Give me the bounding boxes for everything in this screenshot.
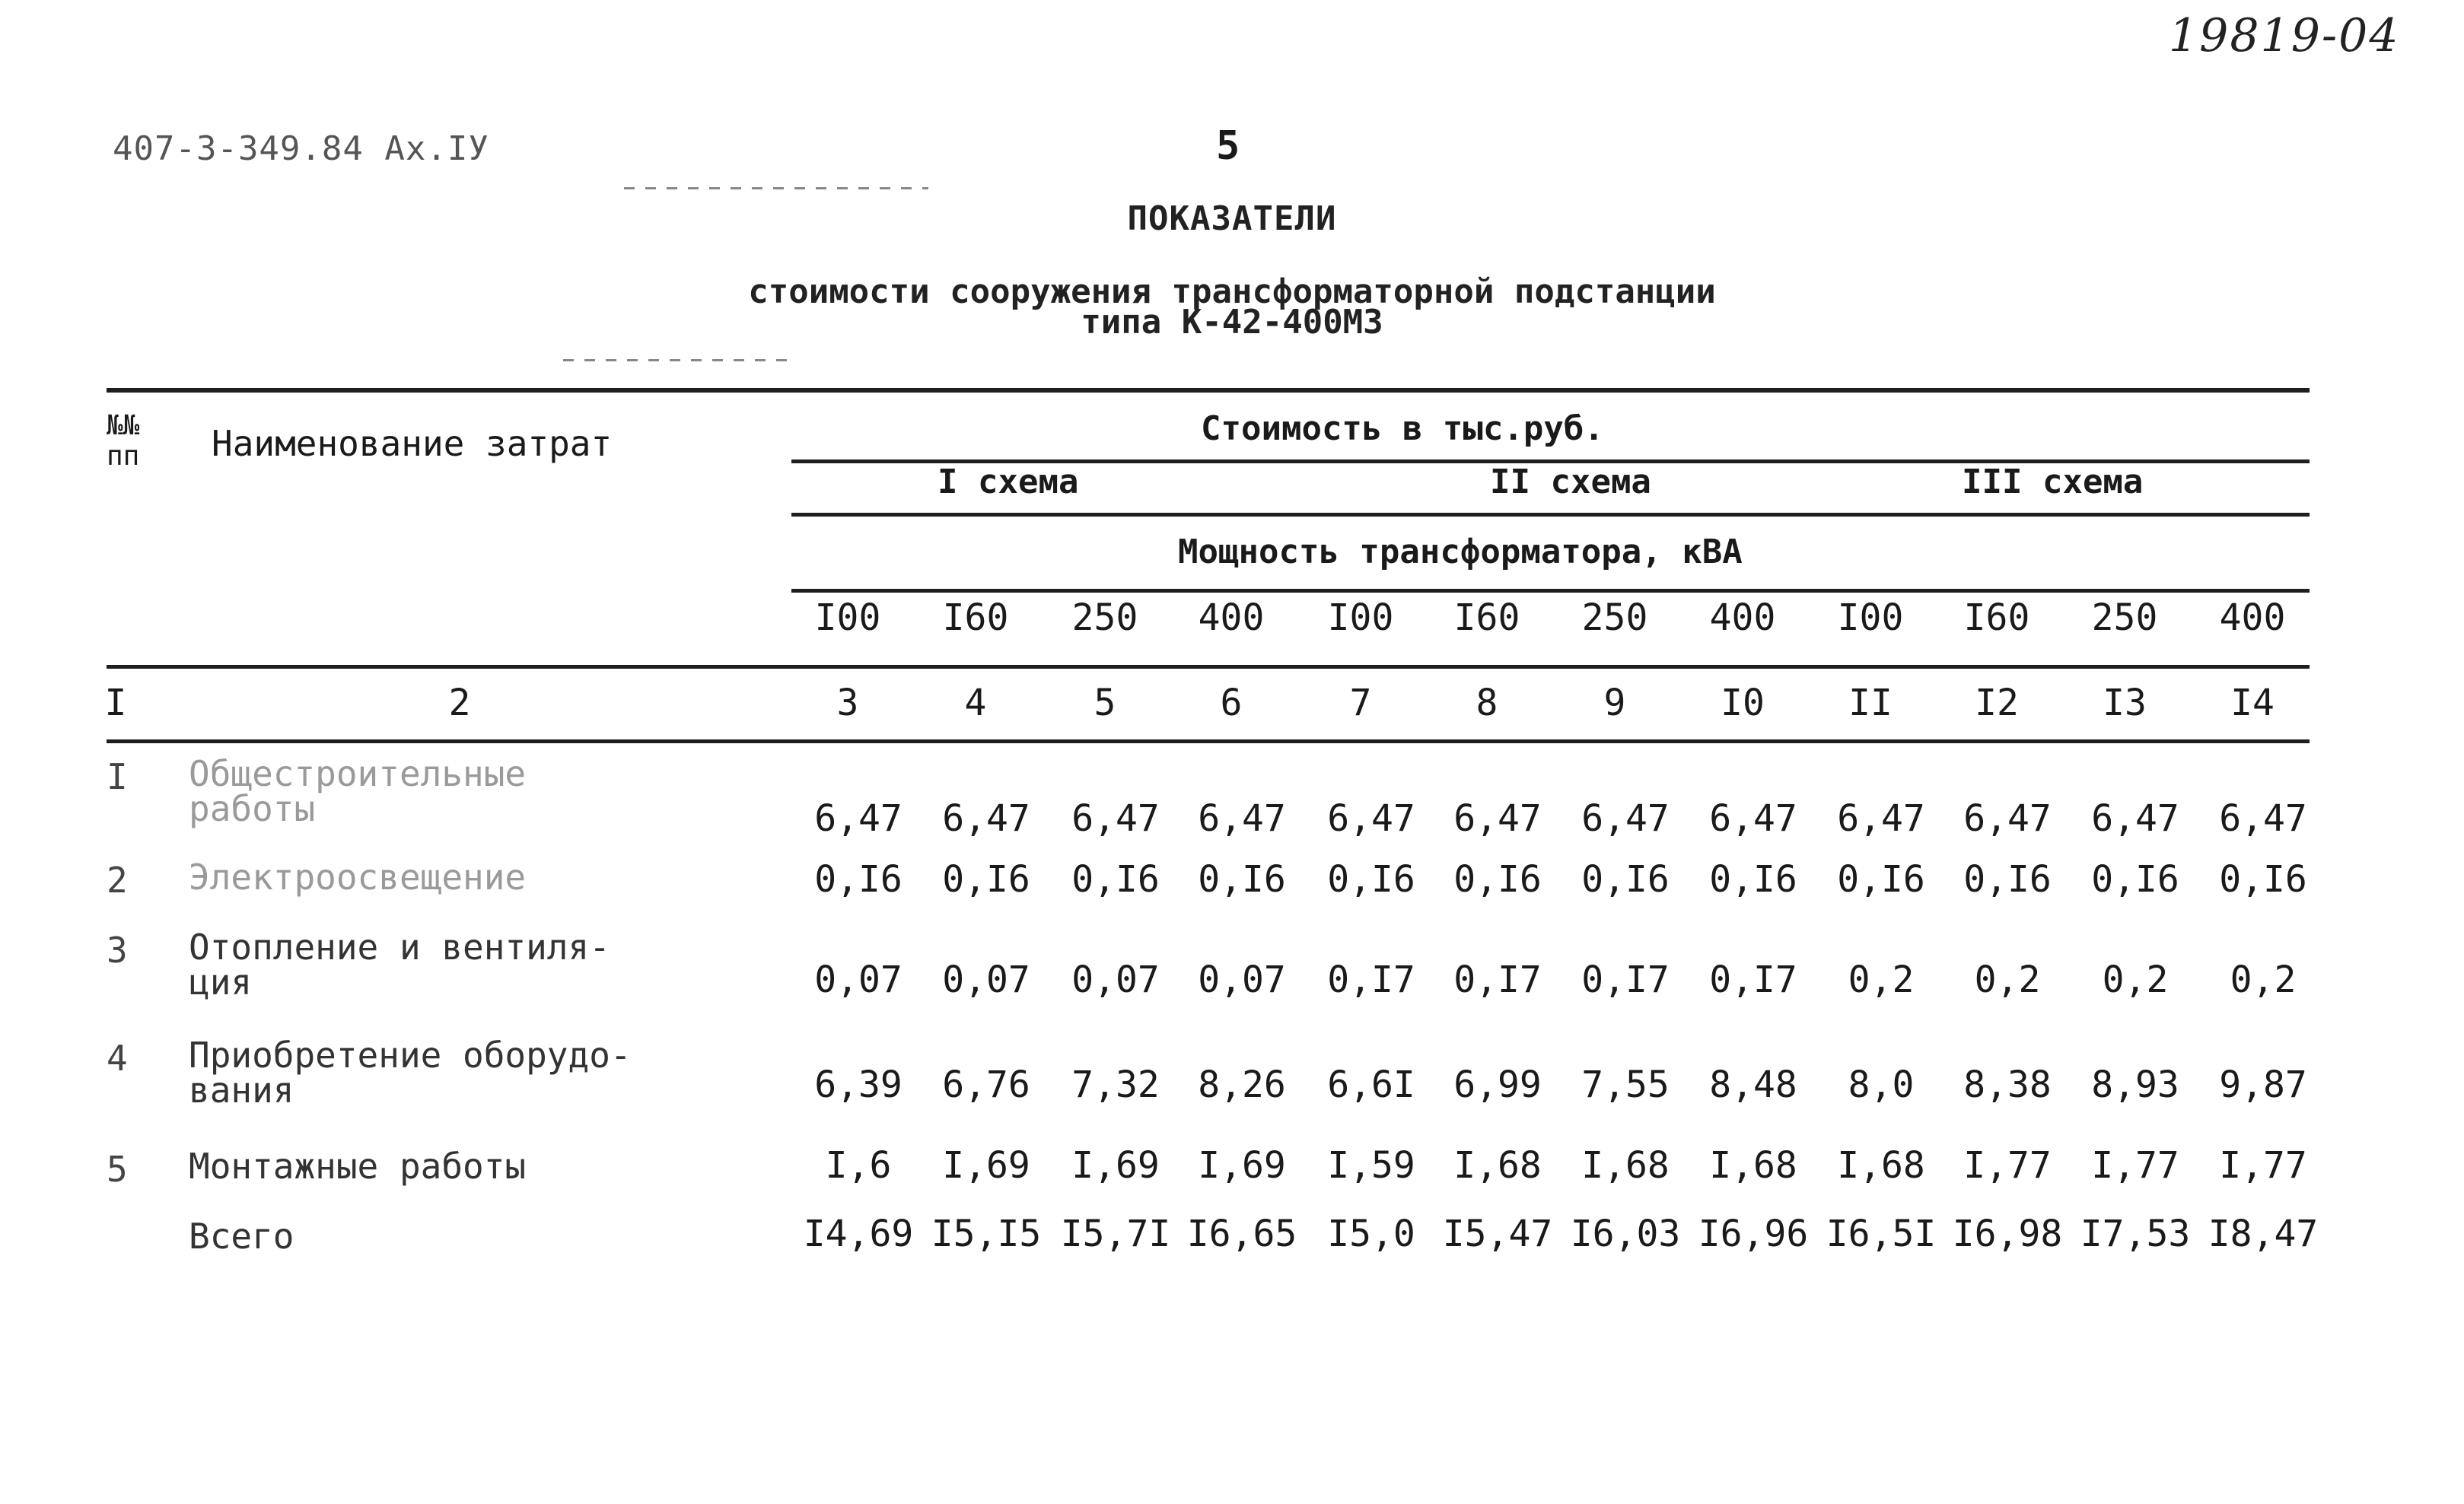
col-numbers-rule <box>107 739 2310 743</box>
cost-value: 0,I7 <box>1709 959 1797 1001</box>
cost-value: 0,I6 <box>2219 858 2307 901</box>
col-header-number: №№ пп <box>107 410 140 472</box>
cost-value: 6,47 <box>1709 797 1797 840</box>
row-number: 5 <box>107 1149 128 1190</box>
cost-value: 8,26 <box>1198 1064 1286 1106</box>
cost-value: 8,93 <box>2091 1064 2179 1106</box>
cost-value: I5,I5 <box>931 1213 1042 1255</box>
cost-header: Стоимость в тыс.руб. <box>1201 409 1604 448</box>
cost-value: 0,2 <box>1848 959 1915 1001</box>
cost-value: 0,I6 <box>1581 858 1670 901</box>
cost-value: 0,I6 <box>1071 858 1160 901</box>
row-name: Электроосвещение <box>189 857 527 898</box>
cost-value: 6,99 <box>1453 1064 1542 1106</box>
power-value: 400 <box>2219 596 2286 639</box>
cost-value: 6,47 <box>1327 797 1415 840</box>
cost-value: I6,03 <box>1570 1213 1681 1255</box>
column-number: I0 <box>1721 682 1765 724</box>
cost-value: 8,48 <box>1709 1064 1797 1106</box>
dashed-mark <box>624 187 928 189</box>
cost-value: I6,96 <box>1698 1213 1809 1255</box>
column-number: 5 <box>1094 682 1116 724</box>
cost-value: 0,I6 <box>1453 858 1542 901</box>
cost-value: I5,0 <box>1327 1213 1415 1255</box>
cost-value: 7,32 <box>1071 1064 1160 1106</box>
power-value: 250 <box>1581 596 1648 639</box>
cost-value: I7,53 <box>2080 1213 2191 1255</box>
cost-value: 6,6I <box>1327 1064 1415 1106</box>
cost-value: I6,98 <box>1952 1213 2063 1255</box>
cost-value: 0,I7 <box>1581 959 1670 1001</box>
row-number: 3 <box>107 930 128 971</box>
cost-value: 0,I6 <box>1837 858 1925 901</box>
handwritten-number: 19819-04 <box>2169 9 2400 62</box>
row-name: Всего <box>189 1216 294 1257</box>
col-header-name: Наименование затрат <box>212 423 613 464</box>
table-subtitle-line2: типа К-42-400МЗ <box>1081 303 1383 342</box>
column-number: I2 <box>1975 682 2019 724</box>
cost-value: I,68 <box>1581 1144 1670 1187</box>
column-number: I4 <box>2230 682 2275 724</box>
power-value: I60 <box>942 596 1009 639</box>
row-number: 4 <box>107 1038 128 1079</box>
cost-value: 0,2 <box>1974 959 2041 1001</box>
column-number: 6 <box>1220 682 1243 724</box>
table-subtitle-line1: стоимости сооружения трансформаторной подстанции <box>748 272 1716 311</box>
power-value: I00 <box>1837 596 1904 639</box>
cost-value: 0,I6 <box>942 858 1030 901</box>
cost-value: 6,47 <box>2219 797 2307 840</box>
column-number: I3 <box>2103 682 2147 724</box>
cost-value: I6,5I <box>1826 1213 1937 1255</box>
cost-value: I8,47 <box>2208 1213 2319 1255</box>
cost-value: 0,I7 <box>1453 959 1542 1001</box>
cost-value: I,77 <box>1963 1144 2052 1187</box>
document-code: 407-3-349.84 Ах.ІУ <box>113 129 489 168</box>
cost-value: I4,69 <box>803 1213 914 1255</box>
power-value: 400 <box>1709 596 1776 639</box>
cost-value: 0,07 <box>1198 959 1286 1001</box>
cost-value: I,68 <box>1837 1144 1925 1187</box>
scheme-2-header: II схема <box>1490 463 1651 501</box>
cost-value: 0,I6 <box>1963 858 2052 901</box>
power-header-rule <box>791 589 2310 593</box>
cost-value: I,69 <box>1198 1144 1286 1187</box>
column-number: 9 <box>1603 682 1626 724</box>
cost-value: I,59 <box>1327 1144 1415 1187</box>
scheme-header-rule <box>791 513 2310 517</box>
column-number: 2 <box>448 682 471 724</box>
cost-value: I,77 <box>2219 1144 2307 1187</box>
cost-value: 0,07 <box>814 959 903 1001</box>
power-value: I60 <box>1963 596 2030 639</box>
cost-value: 6,47 <box>814 797 903 840</box>
cost-value: 6,47 <box>1071 797 1160 840</box>
scheme-3-header: III схема <box>1962 463 2144 501</box>
cost-value: 0,I6 <box>1709 858 1797 901</box>
dashed-mark <box>563 359 791 361</box>
table-title: ПОКАЗАТЕЛИ <box>1127 199 1337 238</box>
scheme-1-header: I схема <box>938 463 1079 501</box>
cost-value: 6,76 <box>942 1064 1030 1106</box>
cost-value: 0,2 <box>2102 959 2169 1001</box>
cost-value: 6,47 <box>1198 797 1286 840</box>
column-number: 4 <box>964 682 987 724</box>
cost-value: I,68 <box>1453 1144 1542 1187</box>
column-number: I <box>104 682 127 724</box>
cost-value: 6,47 <box>1837 797 1925 840</box>
cost-value: 7,55 <box>1581 1064 1670 1106</box>
power-value: I60 <box>1453 596 1520 639</box>
cost-value: 8,38 <box>1963 1064 2052 1106</box>
power-value: I00 <box>1327 596 1394 639</box>
column-number: 8 <box>1476 682 1498 724</box>
row-number: I <box>107 756 128 797</box>
row-name: Монтажные работы <box>189 1146 527 1187</box>
cost-value: I,69 <box>942 1144 1030 1187</box>
cost-value: 6,47 <box>1581 797 1670 840</box>
cost-value: 0,2 <box>2230 959 2297 1001</box>
power-header: Мощность трансформатора, кВА <box>1178 533 1743 571</box>
cost-value: I5,47 <box>1442 1213 1553 1255</box>
cost-value: 0,I6 <box>814 858 903 901</box>
power-value: 400 <box>1198 596 1265 639</box>
cost-value: 6,47 <box>1963 797 2052 840</box>
column-number: 7 <box>1349 682 1372 724</box>
cost-value: 6,47 <box>2091 797 2179 840</box>
cost-value: I6,65 <box>1186 1213 1297 1255</box>
cost-value: 0,I6 <box>1327 858 1415 901</box>
row-name: Приобретение оборудо- вания <box>189 1035 632 1111</box>
row-number: 2 <box>107 860 128 901</box>
cost-value: 6,47 <box>1453 797 1542 840</box>
power-value: 250 <box>1071 596 1138 639</box>
power-value: 250 <box>2091 596 2158 639</box>
cost-value: I5,7I <box>1060 1213 1171 1255</box>
power-value: I00 <box>814 596 881 639</box>
cost-value: 8,0 <box>1848 1064 1915 1106</box>
cost-value: I,6 <box>825 1144 892 1187</box>
cost-value: 6,47 <box>942 797 1030 840</box>
cost-value: 6,39 <box>814 1064 903 1106</box>
cost-value: 0,I6 <box>1198 858 1286 901</box>
cost-value: I,77 <box>2091 1144 2179 1187</box>
row-name: Общестроительные работы <box>189 753 527 829</box>
page-number: 5 <box>1216 123 1240 169</box>
cost-value: 0,07 <box>1071 959 1160 1001</box>
cost-value: 9,87 <box>2219 1064 2307 1106</box>
cost-value: 0,I6 <box>2091 858 2179 901</box>
cost-value: I,69 <box>1071 1144 1160 1187</box>
cost-value: 0,07 <box>942 959 1030 1001</box>
column-number: 3 <box>836 682 859 724</box>
table-top-rule <box>107 388 2310 393</box>
column-number: II <box>1848 682 1893 724</box>
cost-value: I,68 <box>1709 1144 1797 1187</box>
header-bottom-rule <box>107 665 2310 669</box>
row-name: Отопление и вентиля- ция <box>189 927 610 1003</box>
cost-value: 0,I7 <box>1327 959 1415 1001</box>
